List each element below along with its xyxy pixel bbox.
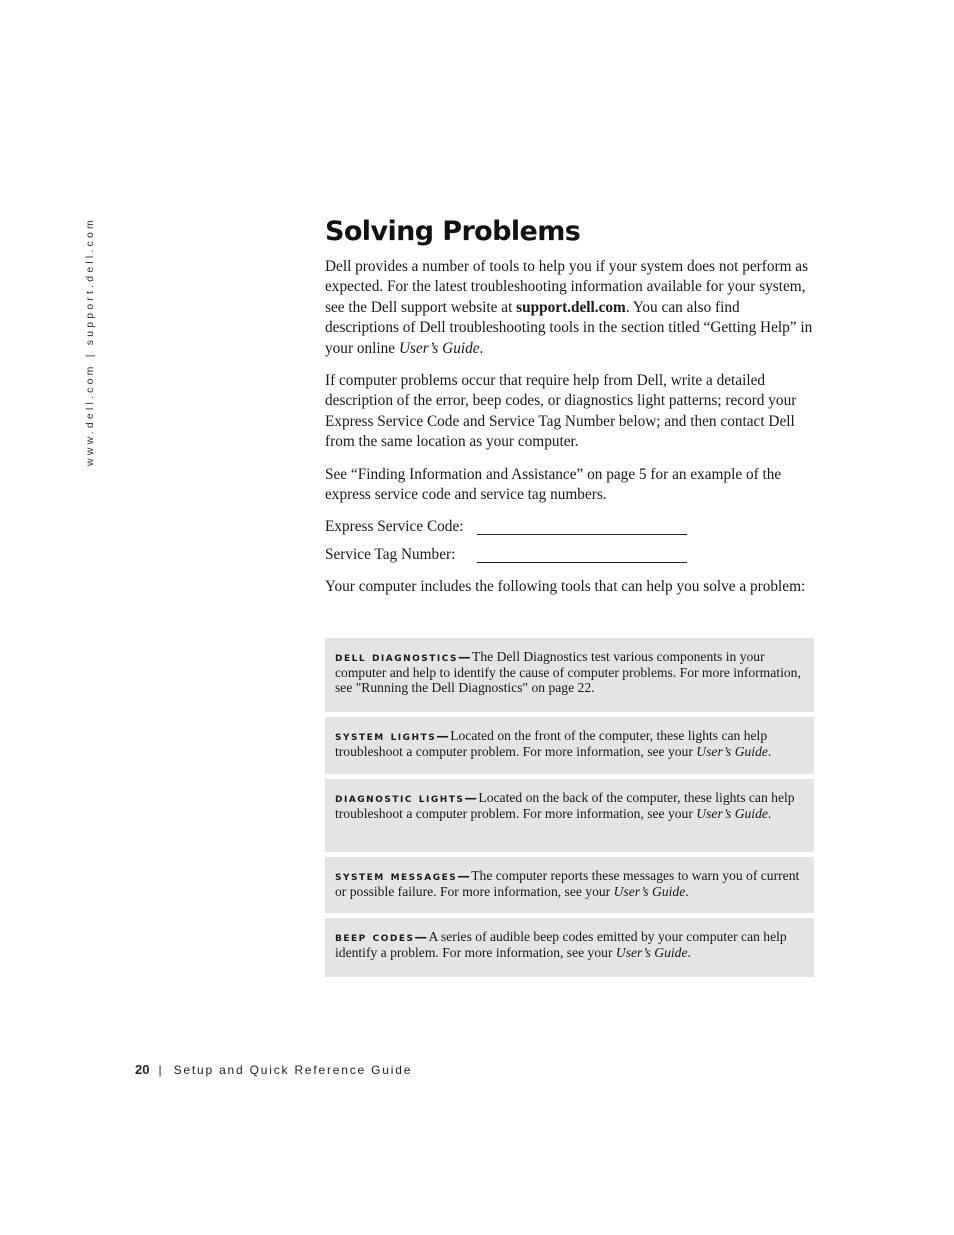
intro-paragraph — [325, 257, 814, 359]
express-service-code-field — [325, 517, 814, 537]
service-tag-label: Service Tag Number: — [325, 546, 456, 564]
users-guide-ref: User’s Guide — [613, 883, 686, 899]
intro-text-a: Dell provides a number of tools to help you if your system does not perform as expected. For the latest troubleshooting information available for your system, see the Dell support website at — [325, 258, 809, 316]
users-guide-ref: User’s Guide — [696, 743, 768, 759]
tool-heading: system lights— — [335, 728, 451, 743]
support-link[interactable]: support.dell.com — [516, 298, 626, 316]
tools-list — [325, 638, 814, 982]
tool-heading: beep codes— — [335, 929, 429, 944]
tool-text: The computer reports these messages to warn you of current or possible failure. For more information, see your — [335, 868, 800, 899]
footer-separator: | — [158, 1063, 162, 1077]
users-guide-ref: User’s Guide — [398, 339, 480, 357]
tool-system-lights — [325, 717, 814, 774]
tool-text: A series of audible beep codes emitted by your computer can help identify a problem. For more information, see your — [335, 929, 787, 960]
intro-text-b: . You can also find descriptions of Dell troubleshooting tools in the section titled “Getting Help” in your online — [325, 298, 813, 357]
tool-diagnostic-lights — [325, 779, 814, 852]
tool-text-end: . — [687, 944, 691, 960]
users-guide-ref: User’s Guide — [615, 944, 688, 960]
tool-system-messages — [325, 857, 814, 913]
intro-text-c: . — [479, 339, 484, 357]
tool-beep-codes — [325, 918, 814, 977]
tool-text: Located on the front of the computer, these lights can help troubleshoot a computer problem. For more information, see your — [335, 728, 768, 759]
express-service-code-blank — [477, 534, 687, 535]
side-url-text: www.dell.com | support.dell.com — [84, 217, 96, 466]
footer-title: Setup and Quick Reference Guide — [173, 1063, 413, 1077]
main-content — [325, 216, 814, 610]
tool-heading: system messages— — [335, 868, 472, 883]
tool-text-end: . — [767, 805, 772, 821]
page-title: Solving Problems — [325, 216, 581, 247]
finding-info-paragraph: See “Finding Information and Assistance” on page 5 for an example of the express service code and service tag numbers. — [325, 465, 782, 504]
service-tag-field — [325, 545, 814, 565]
express-service-code-label: Express Service Code: — [325, 518, 464, 536]
tool-text: The Dell Diagnostics test various components in your computer and help to identify the cause of computer problems. For more information, see "Running the Dell Diagnostics" on page 22. — [335, 649, 801, 696]
page-number: 20 — [135, 1062, 150, 1077]
service-tag-blank — [477, 562, 687, 563]
tools-intro-paragraph: Your computer includes the following tools that can help you solve a problem: — [325, 578, 806, 596]
tool-heading: diagnostic lights— — [335, 790, 479, 805]
tool-dell-diagnostics — [325, 638, 814, 712]
users-guide-ref: User’s Guide — [696, 805, 768, 821]
tool-heading: dell diagnostics— — [335, 649, 473, 664]
tool-text-end: . — [767, 743, 772, 759]
help-paragraph: If computer problems occur that require help from Dell, write a detailed description of the error, beep codes, or diagnostics light patterns; record your Express Service Code and Service Tag Number below; and then contact Dell from the same location as your computer. — [325, 372, 797, 451]
tool-text-end: . — [685, 883, 689, 899]
page-footer — [135, 1062, 412, 1077]
tool-text: Located on the back of the computer, these lights can help troubleshoot a computer problem. For more information, see your — [335, 790, 795, 821]
